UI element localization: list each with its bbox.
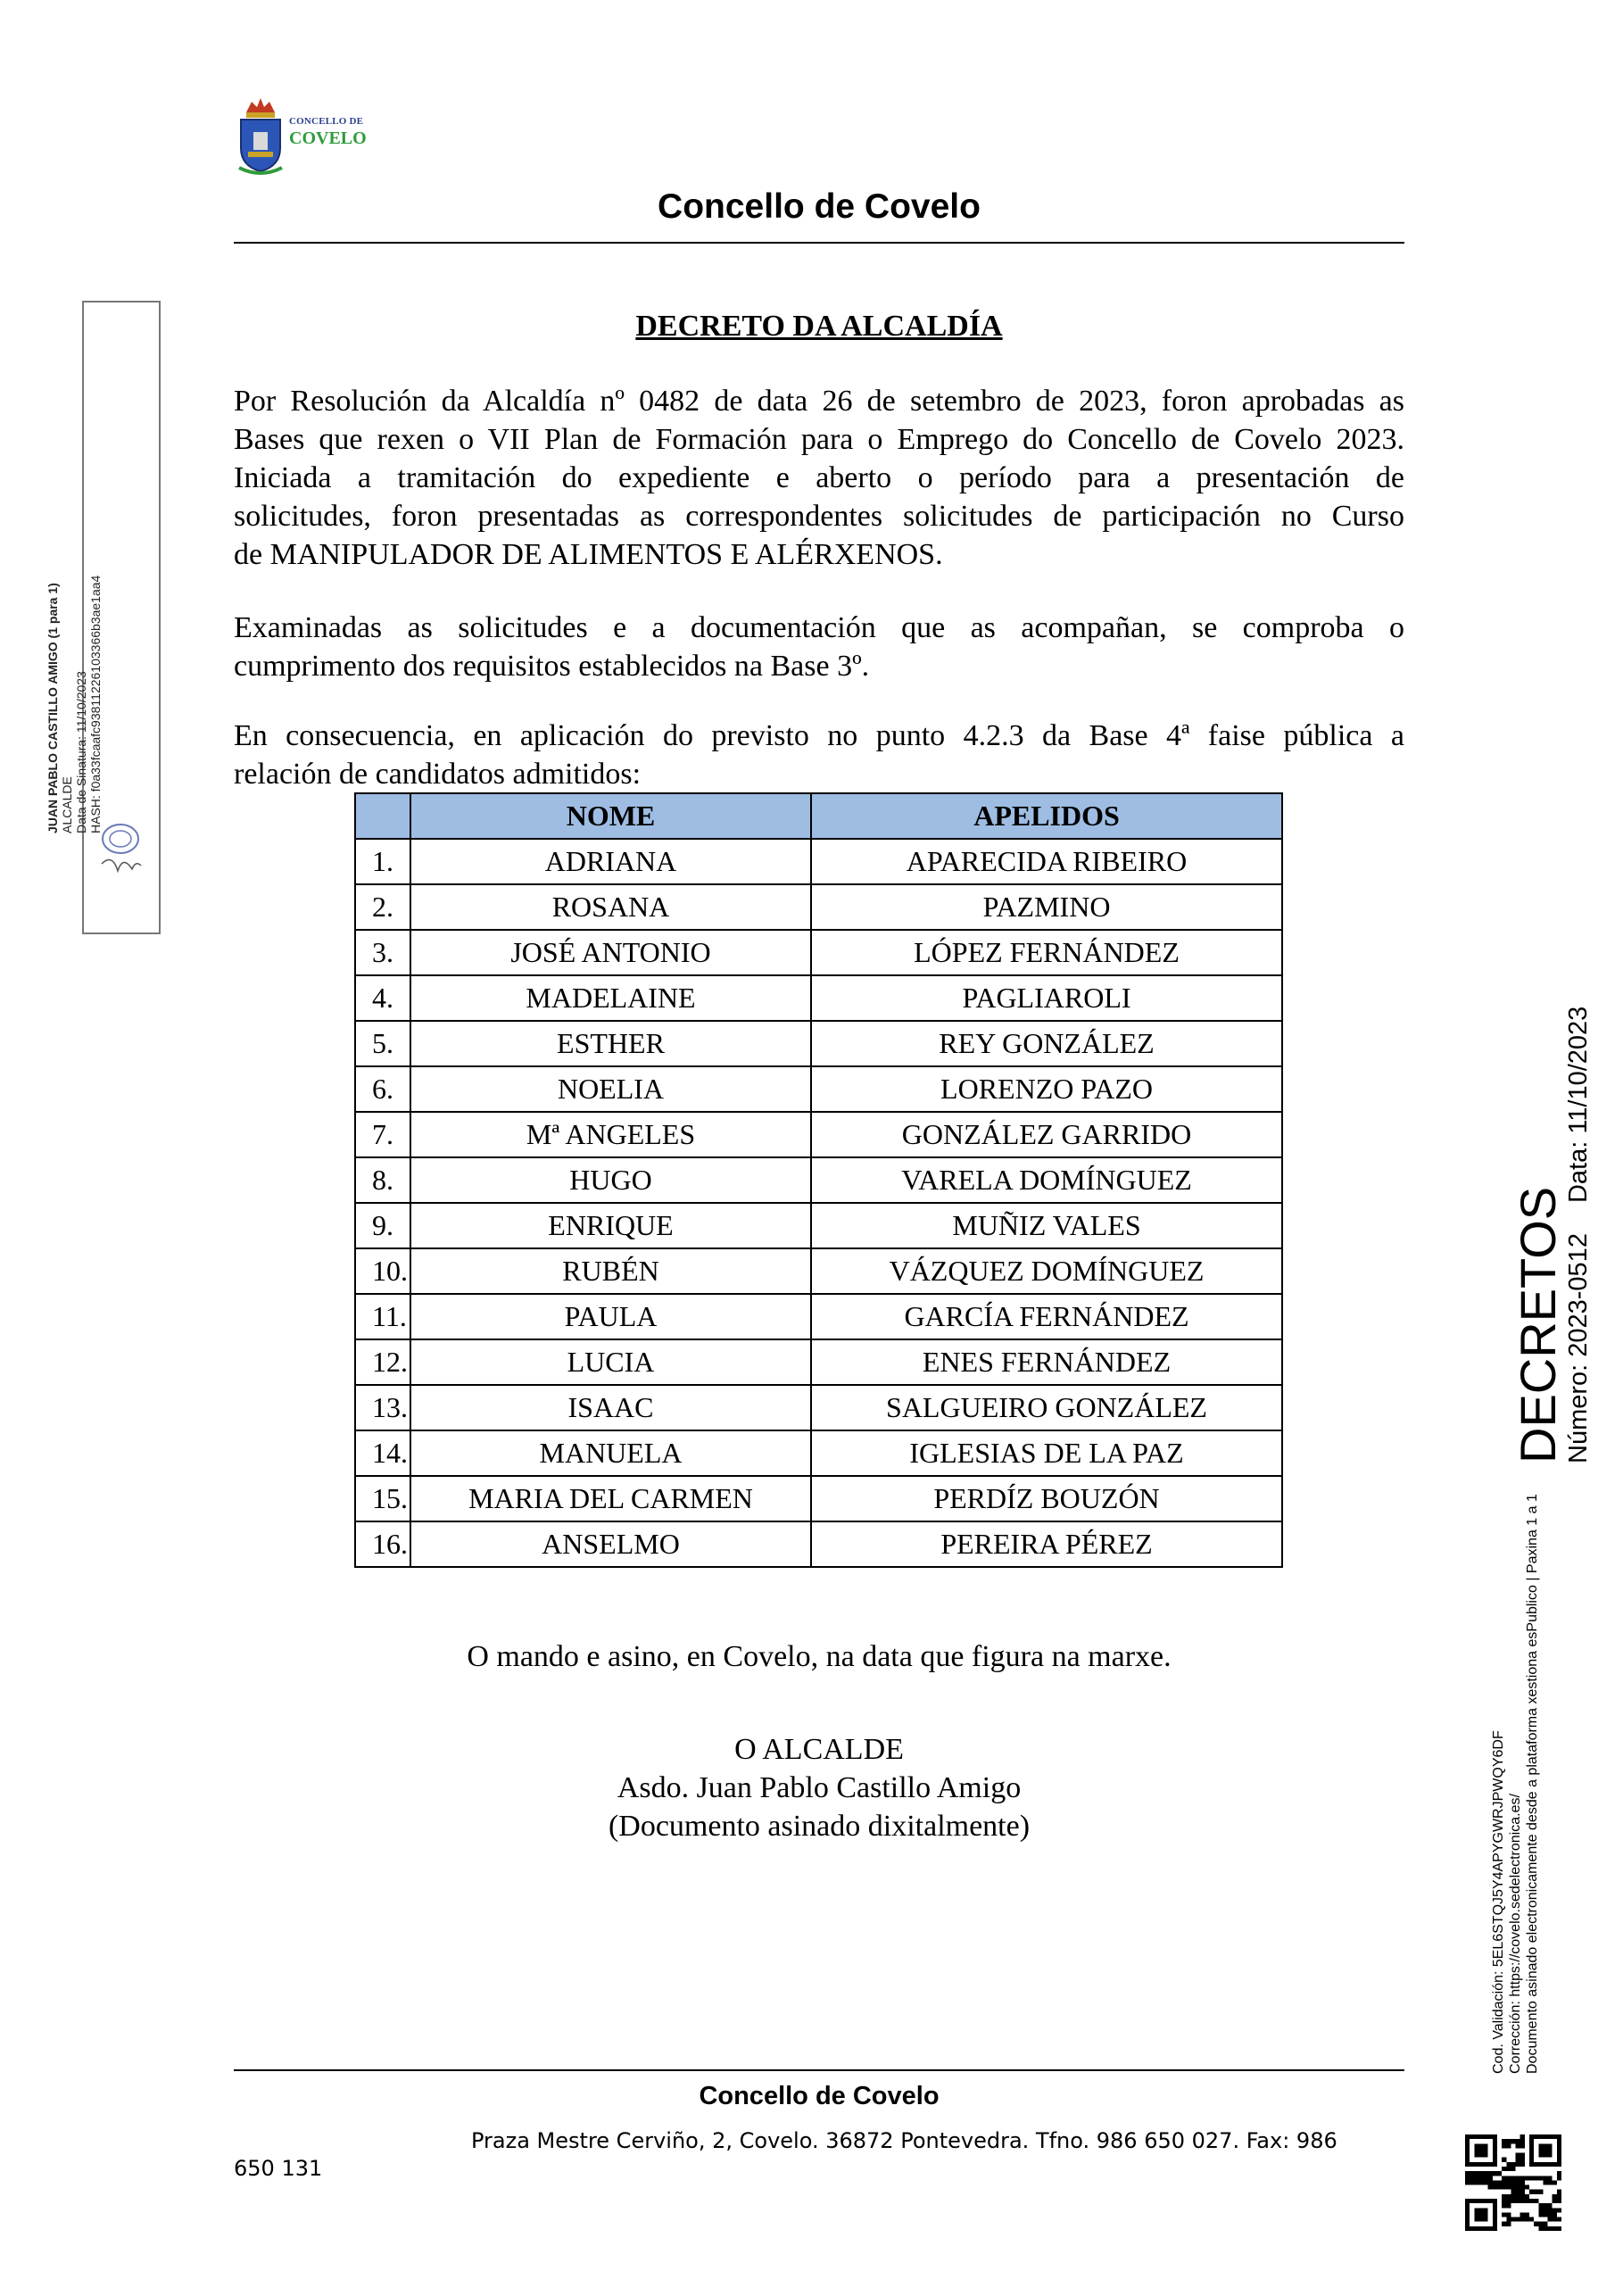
candidate-name: ESTHER	[410, 1021, 811, 1066]
stamp-role: ALCALDE	[60, 776, 74, 833]
registry-type: DECRETOS	[1510, 1186, 1566, 1463]
table-row	[355, 1294, 1282, 1339]
candidate-name: Mª ANGELES	[410, 1112, 811, 1157]
candidate-surnames: LORENZO PAZO	[811, 1066, 1282, 1112]
candidate-name: ISAAC	[410, 1385, 811, 1430]
column-header-surnames: APELIDOS	[811, 793, 1282, 839]
decree-title: DECRETO DA ALCALDÍA	[635, 310, 1003, 343]
candidate-surnames: IGLESIAS DE LA PAZ	[811, 1430, 1282, 1476]
paragraph-line: solicitudes, foron presentadas as correspondentes solicitudes de participación no Curso	[234, 500, 1404, 533]
candidate-surnames: GARCÍA FERNÁNDEZ	[811, 1294, 1282, 1339]
stamp-date: Data de Sinatura: 11/10/2023	[74, 671, 88, 833]
row-number: 3.	[355, 930, 410, 975]
logo-line-2: COVELO	[289, 128, 367, 148]
candidate-surnames: VARELA DOMÍNGUEZ	[811, 1157, 1282, 1203]
row-number: 5.	[355, 1021, 410, 1066]
row-number: 1.	[355, 839, 410, 884]
footer-address: Praza Mestre Cerviño, 2, Covelo. 36872 Pontevedra. Tfno. 986 650 027. Fax: 986	[471, 2128, 1337, 2153]
header-divider	[234, 242, 1404, 244]
candidate-name: MANUELA	[410, 1430, 811, 1476]
row-number: 9.	[355, 1203, 410, 1248]
candidate-surnames: REY GONZÁLEZ	[811, 1021, 1282, 1066]
table-row	[355, 1385, 1282, 1430]
paragraph-line: Examinadas as solicitudes e a documentación que as acompañan, se comproba o	[234, 611, 1404, 644]
validation-code: Cod. Validación: 5EL6STQJ5Y4APYGWRJPWQY6DF	[1491, 1730, 1506, 2074]
table-row	[355, 1112, 1282, 1157]
candidate-surnames: APARECIDA RIBEIRO	[811, 839, 1282, 884]
candidate-surnames: VÁZQUEZ DOMÍNGUEZ	[811, 1248, 1282, 1294]
row-number: 2.	[355, 884, 410, 930]
table-row	[355, 884, 1282, 930]
candidate-name: JOSÉ ANTONIO	[410, 930, 811, 975]
row-number: 7.	[355, 1112, 410, 1157]
candidate-name: LUCIA	[410, 1339, 811, 1385]
paragraph-line: Bases que rexen o VII Plan de Formación para o Emprego do Concello de Covelo 2023.	[234, 423, 1404, 456]
paragraph-line: Por Resolución da Alcaldía nº 0482 de data 26 de setembro de 2023, foron aprobadas as	[234, 385, 1404, 418]
paragraph-examination	[234, 609, 1404, 685]
logo-line-1: CONCELLO DE	[289, 116, 364, 127]
row-number: 13.	[355, 1385, 410, 1430]
table-row	[355, 1248, 1282, 1294]
candidates-table	[354, 792, 1283, 1568]
row-number: 14.	[355, 1430, 410, 1476]
signer-name: Asdo. Juan Pablo Castillo Amigo	[617, 1771, 1022, 1804]
table-row	[355, 1339, 1282, 1385]
footer-address-continuation: 650 131	[234, 2156, 323, 2181]
registry-date: Data: 11/10/2023	[1564, 1006, 1593, 1204]
paragraph-line: En consecuencia, en aplicación do previsto no punto 4.2.3 da Base 4ª faise pública a	[234, 719, 1404, 752]
paragraph-line: Iniciada a tramitación do expediente e aberto o período para a presentación de	[234, 461, 1404, 494]
signature-stamp-text	[46, 280, 124, 833]
official-seal-icon	[96, 819, 145, 883]
paragraph-line: cumprimento dos requisitos establecidos na Base 3º.	[234, 650, 870, 683]
page-header-title: Concello de Covelo	[658, 187, 981, 226]
candidate-surnames: GONZÁLEZ GARRIDO	[811, 1112, 1282, 1157]
stamp-signer: JUAN PABLO CASTILLO AMIGO (1 para 1)	[46, 583, 60, 833]
coat-of-arms-icon	[234, 93, 287, 178]
candidate-name: MADELAINE	[410, 975, 811, 1021]
table-row	[355, 1066, 1282, 1112]
paragraph-resolution	[234, 382, 1404, 574]
table-row	[355, 839, 1282, 884]
row-number: 10.	[355, 1248, 410, 1294]
row-number: 11.	[355, 1294, 410, 1339]
candidate-surnames: PAGLIAROLI	[811, 975, 1282, 1021]
registry-number: Número: 2023-0512	[1564, 1233, 1593, 1463]
row-number: 8.	[355, 1157, 410, 1203]
signature-note: (Documento asinado dixitalmente)	[608, 1810, 1031, 1843]
table-row	[355, 975, 1282, 1021]
candidate-name: ENRIQUE	[410, 1203, 811, 1248]
table-row	[355, 1157, 1282, 1203]
row-number: 16.	[355, 1521, 410, 1567]
registry-label	[1512, 839, 1623, 1463]
table-row	[355, 930, 1282, 975]
candidate-surnames: ENES FERNÁNDEZ	[811, 1339, 1282, 1385]
paragraph-line: relación de candidatos admitidos:	[234, 758, 642, 791]
validation-platform: Documento asinado electronicamente desde a plataforma xestiona esPublico | Paxina 1 a 1	[1525, 1494, 1540, 2074]
candidate-name: PAULA	[410, 1294, 811, 1339]
validation-url: Corrección: https://covelo.sedelectronica.es/	[1508, 1794, 1523, 2074]
candidate-surnames: LÓPEZ FERNÁNDEZ	[811, 930, 1282, 975]
closing-statement: O mando e asino, en Covelo, na data que figura na marxe.	[467, 1640, 1172, 1673]
candidate-name: ANSELMO	[410, 1521, 811, 1567]
candidate-name: ROSANA	[410, 884, 811, 930]
table-row	[355, 1476, 1282, 1521]
column-header-name: NOME	[410, 793, 811, 839]
footer-divider	[234, 2069, 1404, 2071]
table-row	[355, 1203, 1282, 1248]
row-number: 15.	[355, 1476, 410, 1521]
row-number: 4.	[355, 975, 410, 1021]
validation-text	[1490, 1494, 1556, 2074]
stamp-hash: HASH: f0a33fcaafc93811226103366b3ae1aa4	[88, 575, 103, 833]
candidate-surnames: SALGUEIRO GONZÁLEZ	[811, 1385, 1282, 1430]
paragraph-line: de MANIPULADOR DE ALIMENTOS E ALÉRXENOS.	[234, 538, 943, 571]
signer-role: O ALCALDE	[734, 1733, 904, 1766]
row-number: 12.	[355, 1339, 410, 1385]
table-row	[355, 1521, 1282, 1567]
candidate-surnames: PAZMINO	[811, 884, 1282, 930]
row-number: 6.	[355, 1066, 410, 1112]
qr-code-icon	[1465, 2134, 1561, 2231]
paragraph-consequence	[234, 717, 1404, 793]
table-row	[355, 1021, 1282, 1066]
candidate-name: HUGO	[410, 1157, 811, 1203]
candidate-name: MARIA DEL CARMEN	[410, 1476, 811, 1521]
municipal-logo	[234, 93, 385, 178]
candidate-surnames: PEREIRA PÉREZ	[811, 1521, 1282, 1567]
table-header-row	[355, 793, 1282, 839]
candidate-name: RUBÉN	[410, 1248, 811, 1294]
footer-title: Concello de Covelo	[699, 2082, 940, 2110]
table-row	[355, 1430, 1282, 1476]
candidate-surnames: PERDÍZ BOUZÓN	[811, 1476, 1282, 1521]
candidate-name: ADRIANA	[410, 839, 811, 884]
candidate-surnames: MUÑIZ VALES	[811, 1203, 1282, 1248]
column-header-number	[355, 793, 410, 839]
candidate-name: NOELIA	[410, 1066, 811, 1112]
